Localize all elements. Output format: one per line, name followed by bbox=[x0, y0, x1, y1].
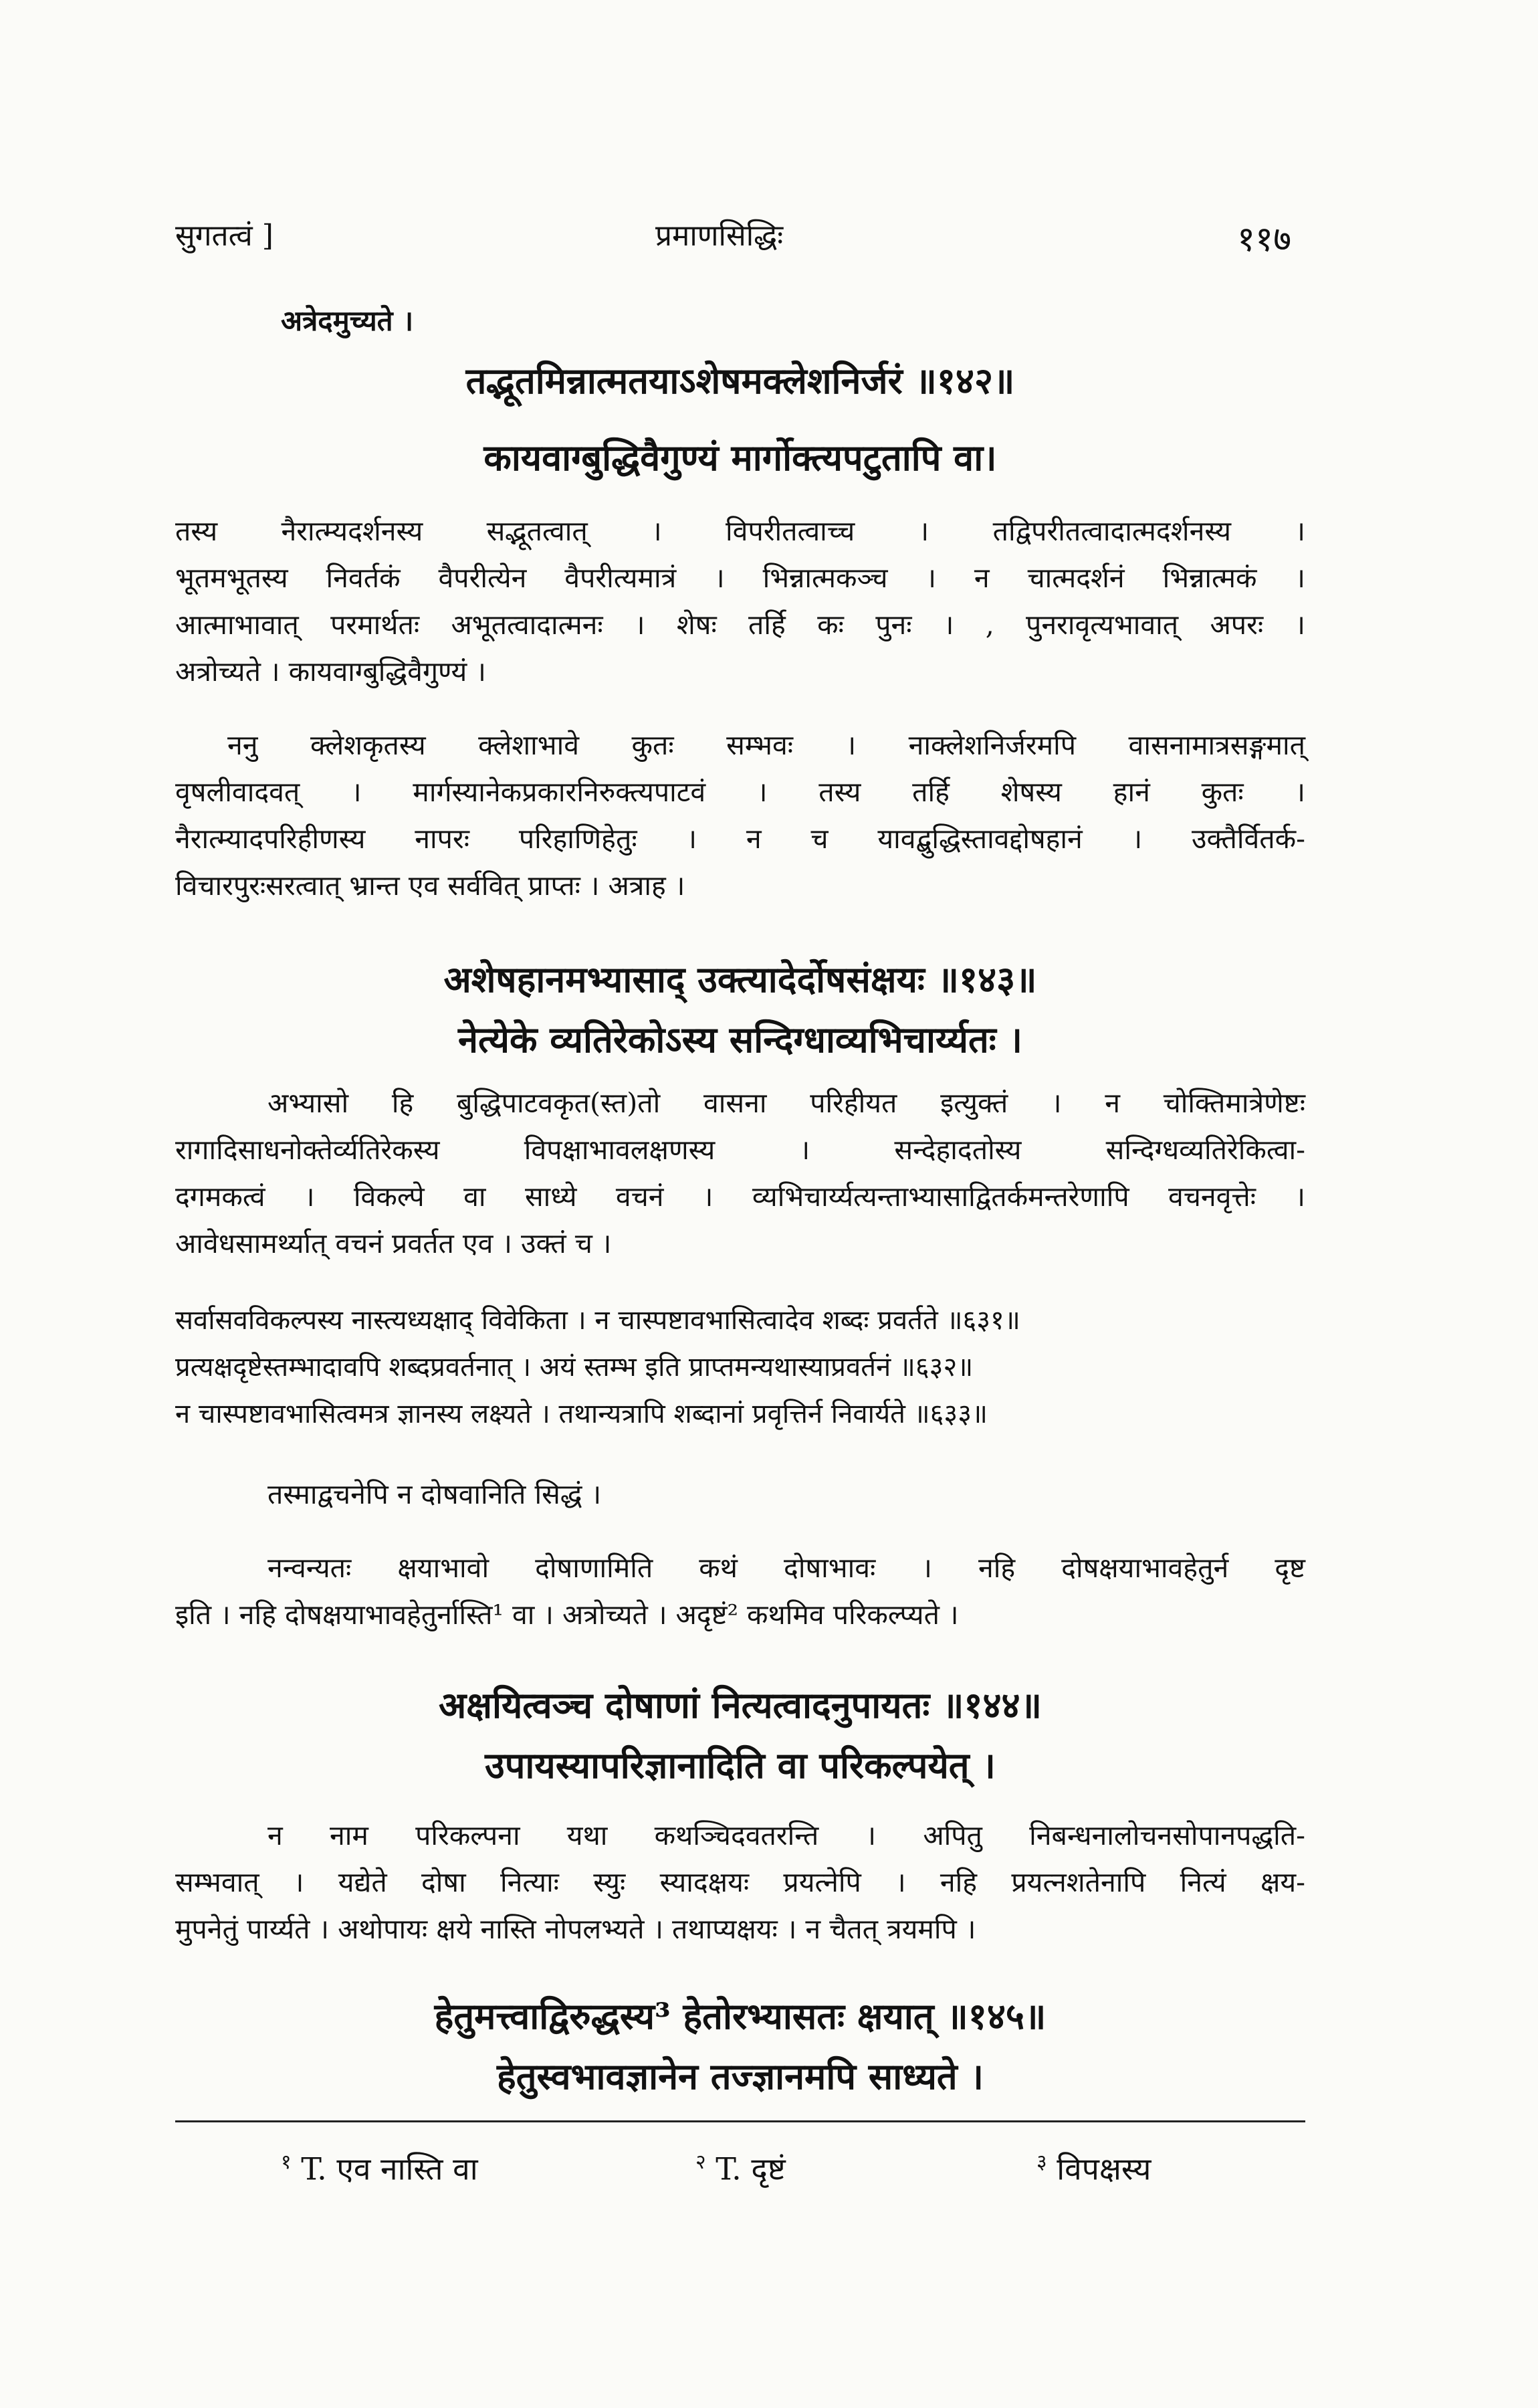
para5-line-1: नन्वन्यतः क्षयाभावो दोषाणामिति कथं दोषाभावः । नहि दोषक्षयाभावहेतुर्न दृष्ट bbox=[267, 1552, 1305, 1584]
verse-143-line-2: नेत्येके व्यतिरेकोऽस्य सन्दिग्धाव्यभिचार्य्यतः । bbox=[458, 1018, 1022, 1061]
footnote-2-mark: २ bbox=[695, 2150, 706, 2174]
para3-line-2: रागादिसाधनोक्तेर्व्यतिरेकस्य विपक्षाभावलक्षणस्य । सन्देहादतोस्य सन्दिग्धव्यतिरेकित्वा- bbox=[175, 1134, 1305, 1166]
para1-line-1: तस्य नैरात्म्यदर्शनस्य सद्भूतत्वात् । विपरीतत्वाच्च । तद्विपरीतत्वादात्मदर्शनस्य । bbox=[175, 515, 1305, 547]
footnote-1-mark: १ bbox=[281, 2150, 292, 2174]
verse-145-line-2: हेतुस्वभावज्ञानेन तज्ज्ञानमपि साध्यते । bbox=[497, 2055, 984, 2098]
verse-144-line-1: अक्षयित्वञ्च दोषाणां नित्यत्वादनुपायतः ॥१४४॥ bbox=[439, 1684, 1042, 1726]
para3-line-1: अभ्यासो हि बुद्धिपाटवकृत(स्त)तो वासना परिहीयत इत्युक्तं । न चोक्तिमात्रेणेष्टः bbox=[267, 1087, 1305, 1119]
para2-line-3: नैरात्म्यादपरिहीणस्य नापरः परिहाणिहेतुः । न च यावद्बुद्धिस्तावद्दोषहानं । उक्तैर्वितर्क- bbox=[175, 823, 1305, 855]
verse-145-line-1: हेतुमत्त्वाद्विरुद्धस्य³ हेतोरभ्यासतः क्षयात् ॥१४५॥ bbox=[434, 1995, 1047, 2037]
para3-line-3: दगमकत्वं । विकल्पे वा साध्ये वचनं । व्यभिचार्य्यत्यन्ताभ्यासाद्वितर्कमन्तरेणापि वचनवृत्तेः । bbox=[175, 1181, 1305, 1213]
footnote-2-text: T. दृष्टं bbox=[716, 2150, 786, 2187]
running-header-title: प्रमाणसिद्धिः bbox=[655, 219, 784, 253]
footnote-3 bbox=[1036, 2147, 1151, 2189]
footnote-2 bbox=[695, 2147, 786, 2189]
running-header-left: सुगतत्वं ] bbox=[175, 219, 273, 253]
quote-verse-632: प्रत्यक्षदृष्टेस्तम्भादावपि शब्दप्रवर्तनात् । अयं स्तम्भ इति प्राप्तमन्यथास्याप्रवर्तनं ॥६३२॥ bbox=[175, 1352, 974, 1383]
para2-line-1: ननु क्लेशकृतस्य क्लेशाभावे कुतः सम्भवः । नाक्लेशनिर्जरमपि वासनामात्रसङ्गमात् bbox=[227, 729, 1305, 761]
footnote-1-text: T. एव नास्ति वा bbox=[301, 2150, 478, 2187]
quote-verse-633: न चास्पष्टावभासित्वमत्र ज्ञानस्य लक्ष्यते । तथान्यत्रापि शब्दानां प्रवृत्तिर्न निवार्यते ॥६३३॥ bbox=[175, 1399, 988, 1429]
para2-line-4: विचारपुरःसरत्वात् भ्रान्त एव सर्ववित् प्राप्तः । अत्राह । bbox=[175, 870, 685, 902]
para1-line-3: आत्माभावात् परमार्थतः अभूतत्वादात्मनः । शेषः तर्हि कः पुनः । , पुनरावृत्यभावात् अपरः । bbox=[175, 609, 1305, 641]
para5-line-2: इति । नहि दोषक्षयाभावहेतुर्नास्ति¹ वा । अत्रोच्यते । अदृष्टं² कथमिव परिकल्प्यते । bbox=[175, 1599, 959, 1631]
footnote-3-text: विपक्षस्य bbox=[1057, 2150, 1151, 2187]
intro-line: अत्रेदमुच्यते । bbox=[281, 304, 414, 337]
para1-line-2: भूतमभूतस्य निवर्तकं वैपरीत्येन वैपरीत्यमात्रं । भिन्नात्मकञ्च । न चात्मदर्शनं भिन्नात्मकं । bbox=[175, 562, 1305, 594]
para6-line-3: मुपनेतुं पार्य्यते । अथोपायः क्षये नास्ति नोपलभ्यते । तथाप्यक्षयः । न चैतत् त्रयमपि । bbox=[175, 1913, 976, 1945]
quote-verse-631: सर्वासवविकल्पस्य नास्त्यध्यक्षाद् विवेकिता । न चास्पष्टावभासित्वादेव शब्दः प्रवर्तते ॥६३१॥ bbox=[175, 1305, 1020, 1336]
para4-line: तस्माद्वचनेपि न दोषवानिति सिद्धं । bbox=[267, 1478, 602, 1510]
verse-143-line-1: अशेषहानमभ्यासाद् उक्त्यादेर्दोषसंक्षयः ॥१४३॥ bbox=[443, 958, 1037, 1001]
para3-line-4: आवेधसामर्थ्यात् वचनं प्रवर्तत एव । उक्तं च । bbox=[175, 1227, 612, 1260]
footnote-3-mark: ३ bbox=[1036, 2150, 1047, 2174]
verse-142-line-2: कायवाग्बुद्धिवैगुण्यं मार्गोक्त्यपटुतापि वा। bbox=[483, 436, 997, 479]
verse-144-line-2: उपायस्यापरिज्ञानादिति वा परिकल्पयेत् । bbox=[485, 1744, 996, 1787]
para2-line-2: वृषलीवादवत् । मार्गस्यानेकप्रकारनिरुक्त्यपाटवं । तस्य तर्हि शेषस्य हानं कुतः । bbox=[175, 776, 1305, 808]
para6-line-1: न नाम परिकल्पना यथा कथञ्चिदवतरन्ति । अपितु निबन्धनालोचनसोपानपद्धति- bbox=[267, 1819, 1305, 1851]
verse-142-line-1: तद्भूतमिन्नात्मतयाऽशेषमक्लेशनिर्जरं ॥१४२॥ bbox=[465, 359, 1015, 402]
footnote-1 bbox=[281, 2147, 478, 2189]
page-number: ११७ bbox=[1237, 219, 1292, 260]
para1-line-4: अत्रोच्यते । कायवाग्बुद्धिवैगुण्यं । bbox=[175, 656, 486, 688]
footnote-divider bbox=[175, 2120, 1305, 2122]
para6-line-2: सम्भवात् । यद्येते दोषा नित्याः स्युः स्यादक्षयः प्रयत्नेपि । नहि प्रयत्नशतेनापि नित्यं क्षय- bbox=[175, 1866, 1305, 1898]
